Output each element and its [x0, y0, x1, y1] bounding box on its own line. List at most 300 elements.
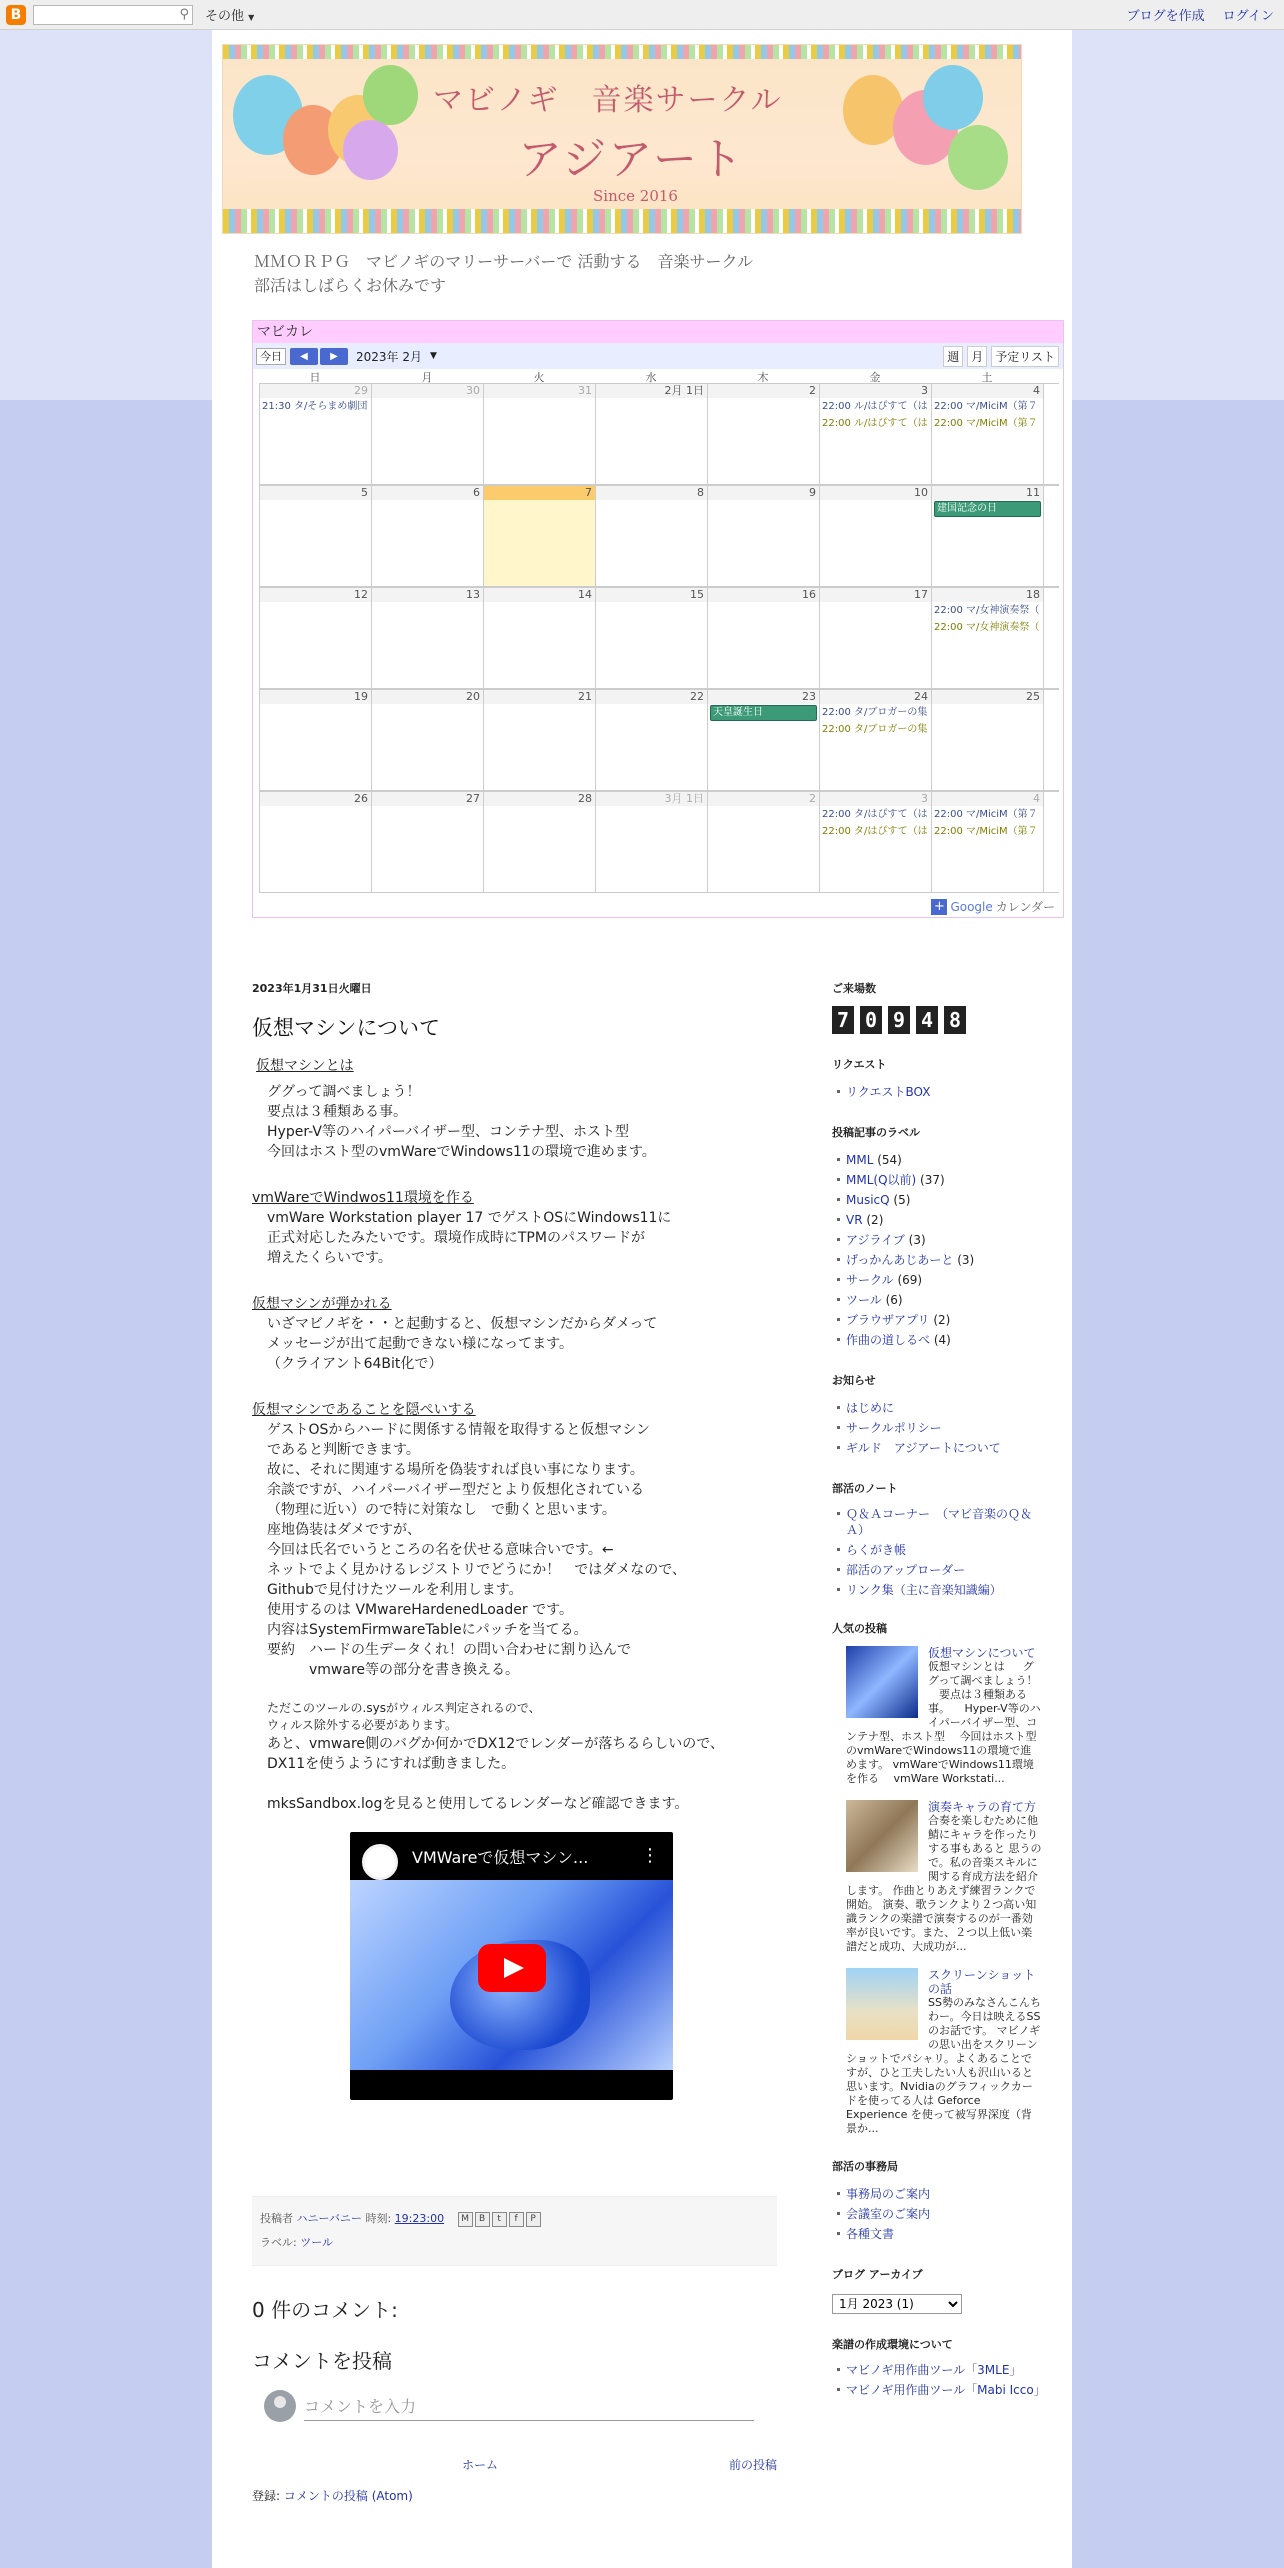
widget-title: ご来場数 — [832, 982, 876, 995]
video-title[interactable]: VMWareで仮想マシン... — [412, 1848, 589, 1867]
calendar-day[interactable] — [932, 690, 1044, 790]
feed-label: 登録: — [252, 2489, 281, 2503]
labels-widget — [832, 1124, 1042, 1350]
post-date: 2023年1月31日火曜日 — [252, 982, 372, 995]
text-line: Githubで見付けたツールを利用します。 — [267, 1582, 523, 1598]
header-banner[interactable] — [222, 44, 1022, 234]
note-text — [252, 1700, 777, 1734]
google-calendar-link[interactable] — [931, 898, 1055, 915]
text-line: メッセージが出て起動できない様になってます。 — [267, 1336, 574, 1352]
calendar-week — [260, 587, 1059, 689]
feed-links — [252, 2487, 777, 2504]
day-number[interactable]: 26 — [260, 792, 371, 806]
widget-title: お知らせ — [832, 1374, 876, 1387]
text-line: vmware等の部分を書き換える。 — [267, 1662, 520, 1678]
youtube-embed[interactable] — [350, 1832, 673, 2100]
calendar-grid — [259, 383, 1059, 893]
day-number[interactable]: 2 — [708, 384, 819, 398]
calendar-day[interactable] — [596, 588, 708, 688]
calendar-day[interactable] — [596, 792, 708, 892]
section-heading: 仮想マシンとは — [256, 1058, 354, 1074]
calendar-day[interactable] — [708, 486, 820, 586]
day-number[interactable]: 3 — [820, 792, 931, 806]
day-number[interactable]: 2月 1日 — [596, 384, 707, 398]
day-number[interactable]: 4 — [932, 384, 1043, 398]
calendar-event[interactable]: 22:00 タ/はぴすて（は — [822, 809, 928, 820]
calendar-brand-label: カレンダー — [995, 900, 1055, 914]
calendar-nav — [253, 343, 1063, 369]
calendar-event[interactable]: 22:00 タ/はぴすて（は — [822, 826, 928, 837]
calendar-day[interactable] — [372, 588, 484, 688]
day-number[interactable]: 19 — [260, 690, 371, 704]
email-share-icon[interactable]: M — [458, 2212, 473, 2227]
play-button-icon[interactable] — [478, 1944, 546, 1992]
more-menu[interactable] — [205, 5, 254, 24]
banner-stripes-top — [223, 45, 1021, 59]
label-item — [846, 1270, 1042, 1290]
calendar-day[interactable] — [708, 384, 820, 484]
weekday-label: 水 — [645, 371, 657, 384]
description-line: 部活はしばらくお休みです — [254, 276, 447, 295]
popular-posts-widget — [832, 1620, 1042, 2136]
calendar-event[interactable]: 天皇誕生日 — [710, 705, 817, 721]
calendar-day[interactable] — [820, 792, 932, 892]
day-number[interactable]: 3月 1日 — [596, 792, 707, 806]
user-avatar-icon — [264, 2390, 296, 2422]
section-text: mksSandbox.logを見ると使用してるレンダーなど確認できます。 — [267, 1796, 689, 1812]
day-number[interactable]: 18 — [932, 588, 1043, 602]
popular-post-snippet: 合奏を楽しむために他鯖にキャラを作ったりする事もあると 思うので。私の音楽スキルに関する育成方法を紹介します。 作曲とりあえず練習ランクで開始。 演奏、歌ランクより２つ高い知識ランクの楽譜で演奏するのが一番効率が良いです。また、２つ以上低い楽譜だと成功、大成功が... — [846, 1814, 1042, 1953]
calendar-day[interactable] — [932, 588, 1044, 688]
calendar-day[interactable] — [932, 384, 1044, 484]
calendar-today-button[interactable]: 今日 — [256, 348, 286, 365]
prev-month-icon[interactable]: ◀ — [290, 348, 318, 365]
calendar-day[interactable] — [820, 384, 932, 484]
section-heading: 仮想マシンであることを隠ぺいする — [252, 1402, 476, 1418]
home-link[interactable]: ホーム — [462, 2458, 499, 2472]
label-count: (5) — [893, 1193, 911, 1207]
office-item-link[interactable]: 事務局のご案内 — [846, 2187, 931, 2201]
label-item — [846, 1210, 1042, 1230]
calendar-title: マビカレ — [253, 321, 1063, 343]
label-link[interactable]: アジライブ — [846, 1233, 905, 1247]
calendar-event[interactable]: 21:30 タ/そらまめ劇団 — [262, 401, 368, 412]
calendar-day[interactable] — [260, 486, 372, 586]
weekday-label: 土 — [981, 371, 993, 384]
office-item — [846, 2224, 1042, 2244]
request-widget — [832, 1056, 1042, 1102]
post-footer — [252, 2196, 777, 2266]
calendar-event[interactable]: 22:00 マ/MiciM（第７ — [934, 809, 1038, 820]
tab-month[interactable]: 月 — [967, 346, 987, 367]
env-widget — [832, 2336, 1046, 2398]
label-item — [846, 1250, 1042, 1270]
text-line: ググって調べましょう！ — [267, 1084, 421, 1100]
blogger-logo-icon[interactable]: B — [6, 5, 26, 25]
calendar-day[interactable] — [484, 384, 596, 484]
text-line: 座地偽装はダメですが、 — [267, 1522, 421, 1538]
calendar-day[interactable] — [372, 690, 484, 790]
calendar-day[interactable] — [708, 792, 820, 892]
widget-title: 楽譜の作成環境について — [832, 2338, 953, 2351]
notes-item-link[interactable]: 部活のアップローダー — [846, 1563, 966, 1577]
text-line: であると判断できます。 — [267, 1442, 420, 1458]
calendar-day[interactable] — [820, 690, 932, 790]
share-buttons — [458, 2212, 541, 2227]
request-item — [846, 1082, 1042, 1102]
section-text — [252, 1420, 777, 1680]
calendar-day[interactable] — [932, 792, 1044, 892]
text-line: Hyper-V等のハイパーバイザー型、コンテナ型、ホスト型 — [267, 1124, 630, 1140]
label-link[interactable]: MML — [846, 1153, 874, 1167]
calendar-day[interactable] — [260, 588, 372, 688]
calendar-event[interactable]: 22:00 マ/MiciM（第７ — [934, 401, 1038, 412]
calendar-event[interactable]: 22:00 マ/女神演奏祭（ — [934, 622, 1040, 633]
label-count: (37) — [920, 1173, 945, 1187]
day-number[interactable]: 21 — [484, 690, 595, 704]
label-item — [846, 1150, 1042, 1170]
day-number[interactable]: 4 — [932, 792, 1043, 806]
popular-post — [832, 1968, 1042, 2136]
text-line: 増えたくらいです。 — [267, 1250, 392, 1266]
day-number[interactable]: 6 — [372, 486, 483, 500]
popular-post-title[interactable]: 仮想マシンについて — [928, 1646, 1036, 1660]
day-number[interactable]: 20 — [372, 690, 483, 704]
plus-icon[interactable]: + — [931, 899, 947, 915]
popular-post — [832, 1646, 1042, 1786]
day-number[interactable]: 9 — [708, 486, 819, 500]
office-widget — [832, 2158, 1042, 2244]
text-line: （物理に近い）ので特に対策なし で動くと思います。 — [267, 1502, 616, 1518]
page-content — [212, 30, 1072, 2568]
notes-item-link[interactable]: Ｑ＆Ａコーナー （マビ音楽のＱ＆Ａ） — [846, 1507, 1033, 1537]
calendar-day[interactable] — [820, 486, 932, 586]
more-options-icon[interactable]: ⋮ — [641, 1845, 659, 1866]
label-link[interactable]: MML(Q以前) — [846, 1173, 917, 1187]
visitor-counter-widget — [832, 980, 1042, 1034]
day-number[interactable]: 31 — [484, 384, 595, 398]
balloon-decoration — [948, 125, 1008, 190]
label-count: (69) — [897, 1273, 923, 1287]
search-icon[interactable]: ⚲ — [179, 6, 189, 22]
office-item — [846, 2204, 1042, 2224]
google-brand: Google — [950, 899, 993, 914]
text-line: DX11を使うようにすれば動きました。 — [267, 1756, 516, 1772]
weekday-label: 火 — [533, 371, 545, 384]
text-line: vmWare Workstation player 17 でゲストOSにWindows11に — [267, 1210, 672, 1226]
calendar-day[interactable] — [372, 486, 484, 586]
author-link[interactable]: ハニーバニー — [296, 2212, 362, 2225]
comments-count-heading: 0 件のコメント: — [252, 2298, 398, 2322]
label-count: (3) — [908, 1233, 926, 1247]
facebook-share-icon[interactable]: f — [509, 2212, 524, 2227]
blog-pager — [252, 2456, 777, 2473]
calendar-day[interactable] — [596, 384, 708, 484]
calendar-day[interactable] — [484, 792, 596, 892]
post-thumbnail[interactable] — [846, 1968, 918, 2040]
sidebar — [832, 980, 1046, 2420]
post-time-link[interactable]: 19:23:00 — [394, 2212, 445, 2225]
day-number[interactable]: 2 — [708, 792, 819, 806]
widget-title: 人気の投稿 — [832, 1622, 887, 1635]
notice-widget — [832, 1372, 1042, 1458]
section-text — [252, 1208, 777, 1268]
weekday-header — [259, 369, 1063, 383]
section-text — [252, 1734, 777, 1774]
env-item — [846, 2382, 1046, 2398]
balloon-decoration — [363, 65, 418, 125]
env-item — [846, 2362, 1042, 2378]
banner-stripes-bottom — [223, 209, 1021, 233]
day-number[interactable]: 30 — [372, 384, 483, 398]
next-month-icon[interactable]: ▶ — [320, 348, 348, 365]
counter-digit: 7 — [832, 1006, 854, 1034]
post-title[interactable]: 仮想マシンについて — [252, 1016, 441, 1040]
day-number[interactable]: 27 — [372, 792, 483, 806]
notice-item-link[interactable]: サークルポリシー — [846, 1421, 942, 1435]
label-link[interactable]: サークル — [846, 1273, 894, 1287]
popular-post-title[interactable]: 演奏キャラの育て方 — [928, 1800, 1037, 1814]
weekday-label: 月 — [421, 371, 433, 384]
author-label: 投稿者 — [260, 2212, 293, 2225]
label-item — [846, 1310, 1042, 1330]
env-item-link[interactable]: マビノギ用作曲ツール「3MLE」 — [846, 2363, 1022, 2377]
day-number[interactable]: 16 — [708, 588, 819, 602]
label-count: (3) — [957, 1253, 975, 1267]
label-link[interactable]: ツール — [846, 1293, 882, 1307]
label-item — [846, 1230, 1042, 1250]
text-line: 内容はSystemFirmwareTableにパッチを当てる。 — [267, 1622, 588, 1638]
month-dropdown-icon[interactable]: ▼ — [430, 351, 437, 361]
popular-post-title[interactable]: スクリーンショットの話 — [928, 1968, 1036, 1996]
more-menu-label: その他 — [205, 9, 245, 24]
notes-widget — [832, 1480, 1042, 1598]
calendar-week — [260, 383, 1059, 485]
section-heading: vmWareでWindwos11環境を作る — [252, 1190, 474, 1206]
office-item — [846, 2184, 1042, 2204]
day-number[interactable]: 25 — [932, 690, 1043, 704]
post-thumbnail[interactable] — [846, 1646, 918, 1718]
section-text — [252, 1082, 777, 1162]
text-line: 今回は氏名でいうところの名を伏せる意味合いです。← — [267, 1542, 614, 1558]
notes-item — [846, 1582, 1042, 1598]
label-link[interactable]: ツール — [300, 2236, 333, 2249]
calendar-week — [260, 791, 1059, 893]
popular-post — [832, 1800, 1042, 1954]
env-item-link[interactable]: マビノギ用作曲ツール「Mabi Icco」 — [846, 2383, 1046, 2397]
archive-widget — [832, 2266, 1042, 2314]
channel-avatar[interactable] — [362, 1844, 398, 1880]
notes-item-link[interactable]: リンク集（主に音楽知識編） — [846, 1583, 1002, 1597]
day-number[interactable]: 10 — [820, 486, 931, 500]
section-heading: 仮想マシンが弾かれる — [252, 1296, 392, 1312]
label-link[interactable]: VR — [846, 1213, 863, 1227]
comment-input[interactable]: コメントを入力 — [304, 2391, 754, 2421]
text-line: 要約 ハードの生データくれ！の問い合わせに割り込んで — [267, 1642, 631, 1658]
calendar-month-label[interactable]: 2023年 2月 — [356, 349, 422, 364]
counter-digit: 8 — [944, 1006, 966, 1034]
blog-description — [254, 250, 753, 298]
counter-digit: 9 — [888, 1006, 910, 1034]
post-comment-heading: コメントを投稿 — [252, 2349, 392, 2373]
office-item-link[interactable]: 会議室のご案内 — [846, 2207, 931, 2221]
calendar-event[interactable]: 22:00 マ/MiciM（第７ — [934, 826, 1038, 837]
notice-item-link[interactable]: ギルド アジアートについて — [846, 1441, 1001, 1455]
login-link[interactable]: ログイン — [1222, 9, 1274, 24]
day-number[interactable]: 11 — [932, 486, 1043, 500]
twitter-share-icon[interactable]: t — [492, 2212, 507, 2227]
calendar-day[interactable] — [708, 588, 820, 688]
day-number[interactable]: 17 — [820, 588, 931, 602]
calendar-day[interactable] — [484, 588, 596, 688]
notes-item-link[interactable]: らくがき帳 — [846, 1543, 907, 1557]
label-count: (2) — [933, 1313, 951, 1327]
day-number[interactable]: 14 — [484, 588, 595, 602]
notice-item — [846, 1398, 1042, 1418]
office-item-link[interactable]: 各種文書 — [846, 2227, 895, 2241]
day-number[interactable]: 29 — [260, 384, 371, 398]
text-line: 要点は３種類ある事。 — [267, 1104, 407, 1120]
text-line: 今回はホスト型のvmWareでWindows11の環境で進めます。 — [267, 1144, 656, 1160]
calendar-event[interactable]: 22:00 マ/MiciM（第７ — [934, 418, 1038, 429]
banner-subtitle: アジアート — [518, 134, 745, 185]
day-number[interactable]: 3 — [820, 384, 931, 398]
day-number[interactable]: 23 — [708, 690, 819, 704]
text-line: 使用するのは VMwareHardenedLoader です。 — [267, 1602, 573, 1618]
tab-agenda[interactable]: 予定リスト — [991, 346, 1059, 367]
widget-title: 部活のノート — [832, 1482, 898, 1495]
text-line: ただこのツールの.sysがウィルス判定されるので、 — [267, 1701, 541, 1715]
calendar-day[interactable] — [260, 690, 372, 790]
label-link[interactable]: ブラウザアプリ — [846, 1313, 930, 1327]
calendar-view-tabs — [943, 346, 1063, 367]
banner-title: マビノギ 音楽サークル — [433, 83, 783, 118]
text-line: あと、vmware側のバグか何かでDX12でレンダーが落ちるらしいので、 — [267, 1736, 725, 1752]
widget-title: 投稿記事のラベル — [832, 1126, 920, 1139]
post-body — [252, 1056, 777, 2100]
tab-week[interactable]: 週 — [943, 346, 963, 367]
labels-label: ラベル: — [260, 2236, 297, 2249]
balloon-decoration — [923, 65, 983, 130]
label-item — [846, 1170, 1042, 1190]
text-line: 余談ですが、ハイパーバイザー型だとより仮想化されている — [267, 1482, 645, 1498]
day-number[interactable]: 15 — [596, 588, 707, 602]
atom-feed-link[interactable]: コメントの投稿 (Atom) — [283, 2489, 413, 2503]
calendar-event[interactable]: 22:00 マ/女神演奏祭（ — [934, 605, 1040, 616]
calendar-day[interactable] — [260, 384, 372, 484]
search-input[interactable] — [33, 5, 193, 25]
widget-title: 部活の事務局 — [832, 2160, 898, 2173]
counter-digit: 0 — [860, 1006, 882, 1034]
label-item — [846, 1190, 1042, 1210]
pinterest-share-icon[interactable]: P — [526, 2212, 541, 2227]
top-navbar — [0, 0, 1284, 30]
day-number[interactable]: 13 — [372, 588, 483, 602]
calendar-day[interactable] — [372, 792, 484, 892]
day-number[interactable]: 8 — [596, 486, 707, 500]
day-number[interactable]: 24 — [820, 690, 931, 704]
text-line: ウィルス除外する必要があります。 — [267, 1718, 457, 1732]
main-column — [252, 980, 777, 2504]
request-item-link[interactable]: リクエストBOX — [846, 1085, 931, 1099]
calendar-day[interactable] — [932, 486, 1044, 586]
text-line: 故に、それに関連する場所を偽装すれば良い事になります。 — [267, 1462, 644, 1478]
text-line: （クライアント64Bit化で） — [267, 1356, 443, 1372]
calendar-day[interactable] — [596, 690, 708, 790]
weekday-label: 日 — [309, 371, 321, 384]
day-number[interactable]: 28 — [484, 792, 595, 806]
popular-post-snippet: SS勢のみなさんこんちわー。今日は映えるSSのお話です。 マビノギの思い出をスクリーンショットでパシャリ。よくあることですが、ひと工夫したい人も沢山いると思います。Nvidiaのグラフィックカードを使ってる人は Geforce Experience を使って被写界深度（背景か... — [846, 1996, 1041, 2135]
older-post-link[interactable]: 前の投稿 — [728, 2458, 777, 2472]
caret-down-icon: ▼ — [248, 13, 255, 22]
weekday-label: 金 — [869, 371, 881, 384]
notice-item — [846, 1418, 1042, 1438]
calendar-event[interactable]: 建国記念の日 — [934, 501, 1041, 517]
calendar-week — [260, 485, 1059, 587]
calendar-day[interactable] — [708, 690, 820, 790]
label-count: (6) — [885, 1293, 903, 1307]
calendar-day[interactable] — [484, 486, 596, 586]
label-count: (4) — [933, 1333, 951, 1347]
label-item — [846, 1290, 1042, 1310]
balloon-decoration — [343, 120, 398, 180]
notice-item — [846, 1438, 1042, 1458]
calendar-day[interactable] — [820, 588, 932, 688]
calendar-event[interactable]: 22:00 タ/ブロガーの集 — [822, 707, 928, 718]
calendar-day[interactable] — [260, 792, 372, 892]
label-item — [846, 1330, 1042, 1350]
create-blog-link[interactable]: ブログを作成 — [1126, 9, 1205, 24]
label-link[interactable]: MusicQ — [846, 1193, 890, 1207]
label-count: (2) — [866, 1213, 884, 1227]
text-line: 正式対応したみたいです。環境作成時にTPMのパスワードが — [267, 1230, 645, 1246]
day-number[interactable]: 5 — [260, 486, 371, 500]
widget-title: ブログ アーカイブ — [832, 2268, 923, 2281]
notes-item — [846, 1542, 1042, 1558]
notes-item — [846, 1562, 1042, 1578]
calendar-event[interactable]: 22:00 ル/はぴすて（は — [822, 401, 928, 412]
banner-since: Since 2016 — [593, 187, 678, 205]
weekday-label: 木 — [757, 371, 769, 384]
calendar-week — [260, 689, 1059, 791]
calendar-event[interactable]: 22:00 タ/ブロガーの集 — [822, 724, 928, 735]
calendar-event[interactable]: 22:00 ル/はぴすて（は — [822, 418, 928, 429]
text-line: ネットでよく見かけるレジストリでどうにか！ ではダメなので、 — [267, 1562, 686, 1578]
notice-item-link[interactable]: はじめに — [846, 1401, 895, 1415]
description-line: ＭＭＯＲＰＧ マビノギのマリーサーバーで 活動する 音楽サークル — [254, 252, 754, 271]
calendar-day[interactable] — [596, 486, 708, 586]
time-label: 時刻: — [365, 2212, 392, 2225]
day-number[interactable]: 22 — [596, 690, 707, 704]
blog-share-icon[interactable]: B — [475, 2212, 490, 2227]
popular-post-snippet: 仮想マシンとは ググって調べましょう！ 要点は３種類ある事。 Hyper-V等のハイパーバイザー型、コンテナ型、ホスト型 今回はホスト型のvmWareでWindows11の環境で進めます。 vmWareでWindows11環境を作る vmWare Workstati... — [846, 1660, 1041, 1785]
calendar-day[interactable] — [484, 690, 596, 790]
day-number[interactable]: 12 — [260, 588, 371, 602]
day-number[interactable]: 7 — [484, 486, 595, 500]
text-line: ゲストOSからハードに関係する情報を取得すると仮想マシン — [267, 1422, 650, 1438]
text-line: いざマビノギを・・と起動すると、仮想マシンだからダメって — [267, 1316, 658, 1332]
label-count: (54) — [877, 1153, 902, 1167]
post-thumbnail[interactable] — [846, 1800, 918, 1872]
archive-select[interactable] — [832, 2294, 962, 2314]
comment-composer — [252, 2390, 777, 2422]
label-link[interactable]: げっかんあじあーと — [846, 1253, 954, 1267]
section-text — [252, 1314, 777, 1374]
visitor-counter — [832, 1006, 1042, 1034]
calendar-day[interactable] — [372, 384, 484, 484]
label-link[interactable]: 作曲の道しるべ — [846, 1333, 931, 1347]
widget-title: リクエスト — [832, 1058, 887, 1071]
